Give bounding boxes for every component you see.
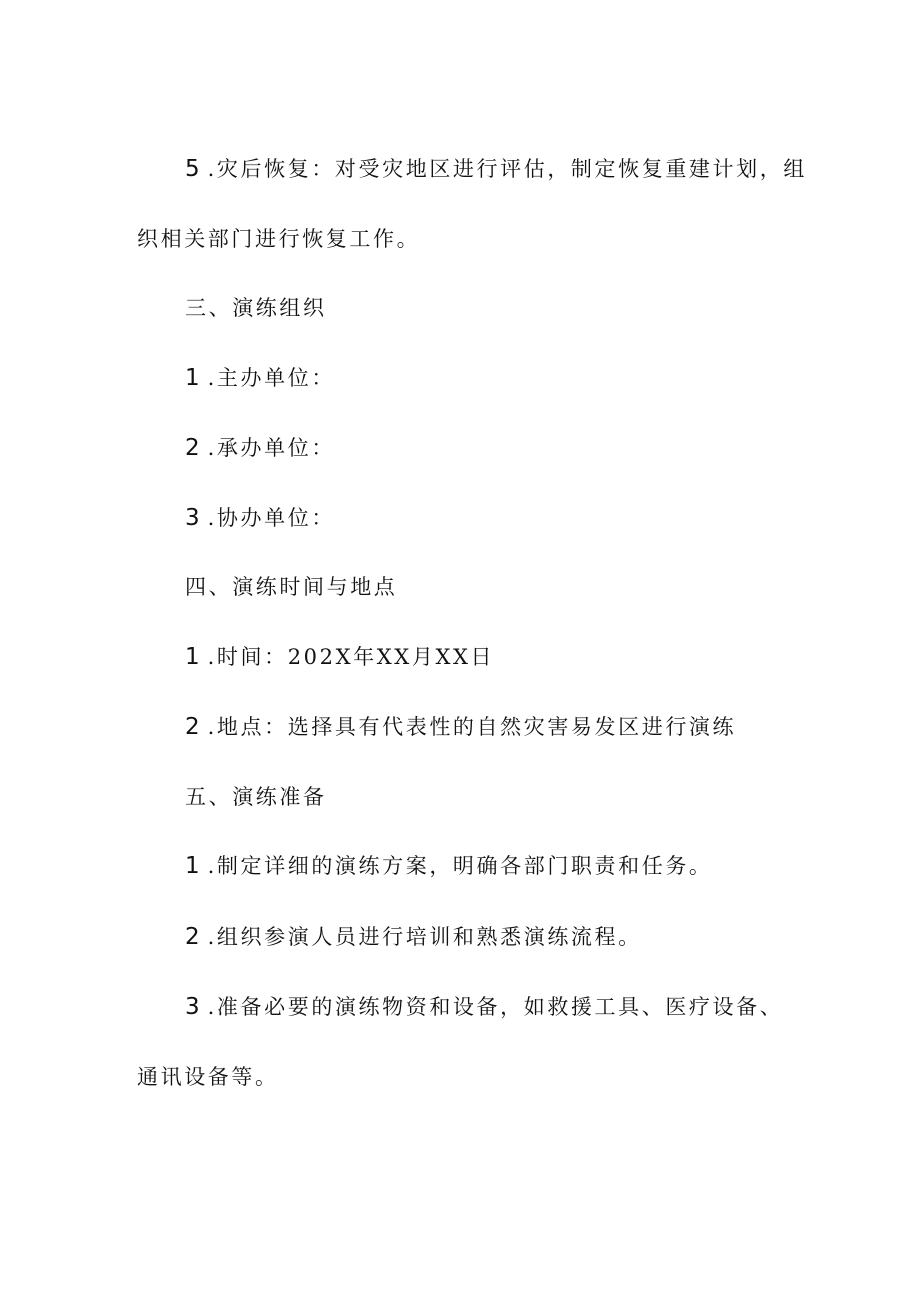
paragraph-recovery [185, 154, 807, 184]
item-number: 1 [185, 644, 200, 670]
org-item-host [185, 363, 335, 393]
item-number: 1 [185, 853, 200, 879]
item-number: 2 [185, 714, 200, 740]
item-number: 5 [185, 156, 200, 182]
item-number: 2 [185, 924, 200, 950]
item-number: 1 [185, 365, 200, 391]
org-item-organizer [185, 433, 335, 463]
org-item-coorganizer [185, 503, 335, 533]
item-text: .准备必要的演练物资和设备，如救援工具、医疗设备、 [207, 995, 784, 1019]
item-text: .制定详细的演练方案，明确各部门职责和任务。 [207, 854, 713, 878]
prep-item-materials-continued: 通讯设备等。 [137, 1065, 279, 1089]
section-heading-preparation: 五、演练准备 [185, 785, 327, 809]
timeplace-item-time [185, 642, 494, 672]
paragraph-recovery-continued: 织相关部门进行恢复工作。 [137, 227, 421, 251]
item-number: 3 [185, 505, 200, 531]
item-text: .承办单位： [207, 436, 335, 460]
item-text: .地点：选择具有代表性的自然灾害易发区进行演练 [207, 715, 737, 739]
timeplace-item-place [185, 712, 736, 742]
item-text: .协办单位： [207, 506, 335, 530]
prep-item-plan [185, 851, 713, 881]
section-heading-time-place: 四、演练时间与地点 [185, 575, 398, 599]
item-number: 2 [185, 435, 200, 461]
item-text: .组织参演人员进行培训和熟悉演练流程。 [207, 925, 642, 949]
item-number: 3 [185, 994, 200, 1020]
section-heading-organization: 三、演练组织 [185, 296, 327, 320]
item-text: .灾后恢复：对受灾地区进行评估，制定恢复重建计划，组 [207, 157, 807, 181]
prep-item-training [185, 922, 642, 952]
item-text: .主办单位： [207, 366, 335, 390]
prep-item-materials [185, 992, 783, 1022]
item-text: .时间：202X年XX月XX日 [207, 645, 495, 669]
